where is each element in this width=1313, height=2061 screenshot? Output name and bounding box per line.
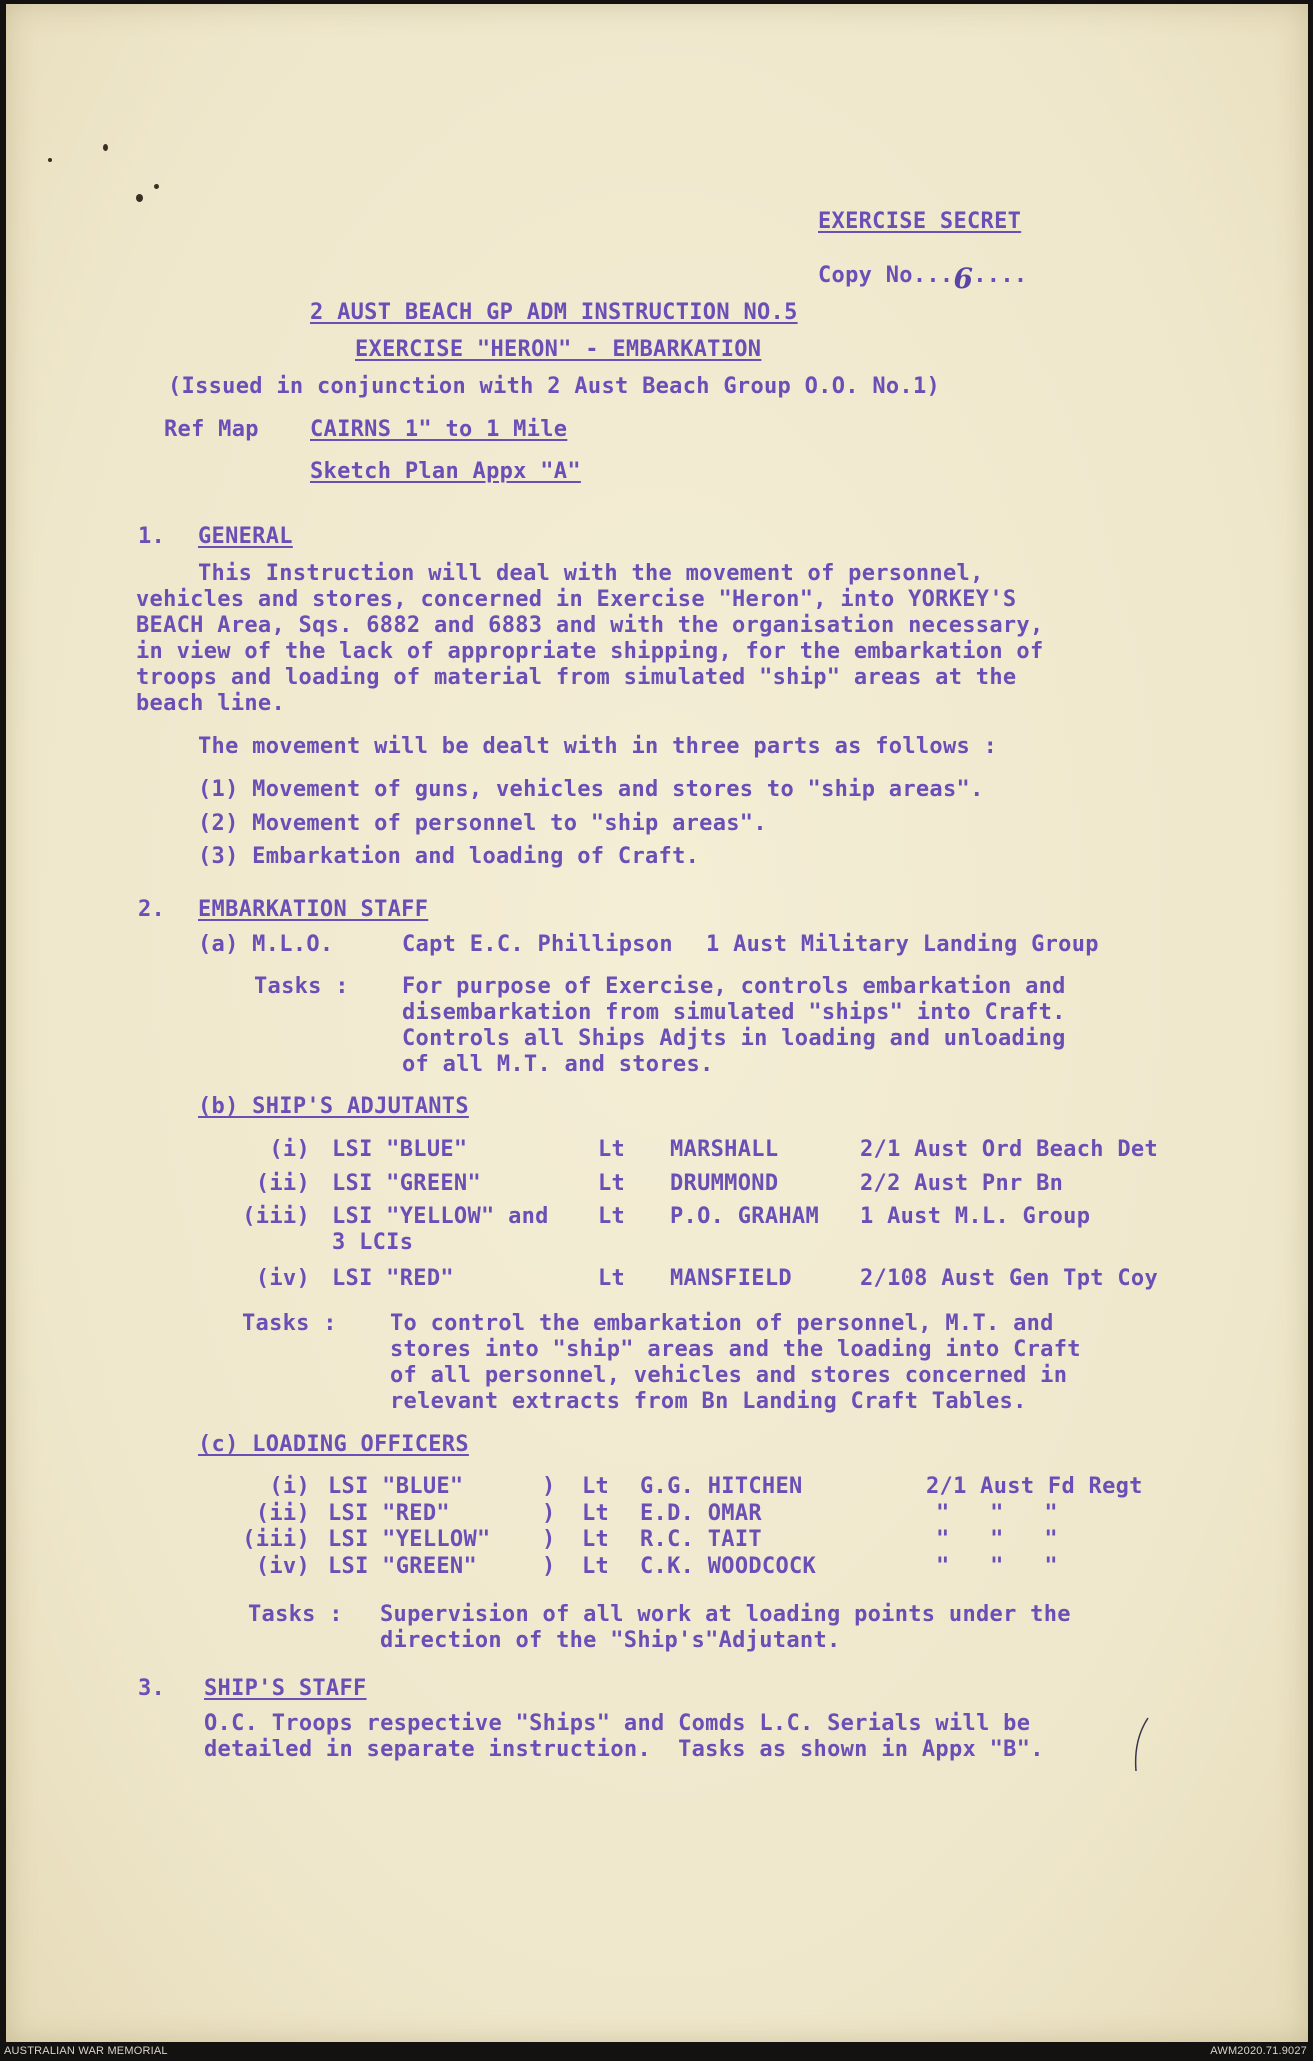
paragraph-line: O.C. Troops respective "Ships" and Comds L.C. Serials will be — [204, 1711, 1031, 1736]
document-page — [6, 4, 1308, 2042]
paragraph-line: BEACH Area, Sqs. 6882 and 6883 and with the organisation necessary, — [136, 613, 1044, 638]
loading-row-bracket: ) — [542, 1474, 556, 1499]
adjutant-row-ship: LSI "BLUE" — [332, 1137, 468, 1162]
loading-row-bracket: ) — [542, 1554, 556, 1579]
adjutant-row-ship: LSI "GREEN" — [332, 1171, 481, 1196]
loading-row-bracket: ) — [542, 1527, 556, 1552]
footer-right: AWM2020.71.9027 — [1210, 2045, 1307, 2057]
loading-row-num: (iv) — [255, 1554, 310, 1579]
adjutant-row-num: (i) — [269, 1137, 310, 1162]
mlo-tasks-label: Tasks : — [254, 974, 349, 999]
paragraph-line: beach line. — [136, 691, 285, 716]
section-1-number: 1. — [138, 524, 166, 549]
loading-row-num: (iii) — [242, 1527, 310, 1552]
section-3-number: 3. — [138, 1676, 166, 1701]
ship-adjutants-heading: (b) SHIP'S ADJUTANTS — [198, 1094, 469, 1119]
mlo-label: (a) M.L.O. — [198, 932, 334, 957]
adjutant-row-rank: Lt — [598, 1266, 626, 1291]
adjutants-tasks — [390, 1311, 1081, 1415]
paragraph-line: in view of the lack of appropriate shipping, for the embarkation of — [136, 639, 1044, 664]
instruction-title: 2 AUST BEACH GP ADM INSTRUCTION NO.5 — [310, 300, 798, 325]
loading-row-unit: " " " — [936, 1554, 1058, 1579]
adjutant-row-unit: 1 Aust M.L. Group — [860, 1204, 1091, 1229]
tasks-line: stores into "ship" areas and the loading into Craft — [390, 1337, 1081, 1362]
adjutant-row-ship: LSI "YELLOW" and — [332, 1204, 549, 1229]
paragraph-line: This Instruction will deal with the movement of personnel, — [198, 561, 984, 586]
paragraph-line: troops and loading of material from simulated "ship" areas at the — [136, 665, 1017, 690]
tasks-line: Controls all Ships Adjts in loading and unloading — [402, 1026, 1066, 1051]
adjutant-row-unit: 2/2 Aust Pnr Bn — [860, 1171, 1064, 1196]
section-1-heading: GENERAL — [198, 524, 293, 549]
adjutant-row-unit: 2/108 Aust Gen Tpt Coy — [860, 1266, 1158, 1291]
exercise-title: EXERCISE "HERON" - EMBARKATION — [355, 337, 762, 362]
adjutant-row-rank: Lt — [598, 1204, 626, 1229]
loading-row-num: (ii) — [255, 1501, 310, 1526]
loading-row-ship: LSI "GREEN" — [328, 1554, 477, 1579]
mlo-tasks — [402, 974, 1066, 1078]
refmap-label: Ref Map — [164, 417, 259, 442]
copy-tail: .... — [973, 263, 1028, 288]
adjutant-row-num: (iii) — [242, 1204, 310, 1229]
section-3-paragraph — [204, 1711, 1044, 1763]
loading-row-name: G.G. HITCHEN — [640, 1474, 803, 1499]
refmap-sketch: Sketch Plan Appx "A" — [310, 459, 581, 484]
stain-mark — [48, 158, 52, 162]
loading-row-name: C.K. WOODCOCK — [640, 1554, 817, 1579]
loading-row-unit: " " " — [936, 1527, 1058, 1552]
loading-row-ship: LSI "YELLOW" — [328, 1527, 491, 1552]
classification-label: EXERCISE SECRET — [818, 209, 1022, 234]
section-1-paragraph — [136, 561, 1044, 717]
section-2-number: 2. — [138, 897, 166, 922]
tasks-line: To control the embarkation of personnel, M.T. and — [390, 1311, 1054, 1336]
adjutant-row-name: P.O. GRAHAM — [670, 1204, 819, 1229]
tasks-line: Supervision of all work at loading points under the — [380, 1602, 1071, 1627]
mlo-person: Capt E.C. Phillipson — [402, 932, 673, 957]
loading-row-bracket: ) — [542, 1501, 556, 1526]
section-1-item: (2) Movement of personnel to "ship areas". — [198, 811, 767, 836]
adjutant-row-rank: Lt — [598, 1137, 626, 1162]
loading-row-rank: Lt — [582, 1554, 610, 1579]
section-1-item: (1) Movement of guns, vehicles and stores to "ship areas". — [198, 777, 984, 802]
loading-row-name: R.C. TAIT — [640, 1527, 762, 1552]
adjutant-row-name: MANSFIELD — [670, 1266, 792, 1291]
loading-tasks — [380, 1602, 1071, 1654]
issued-note: (Issued in conjunction with 2 Aust Beach Group O.O. No.1) — [168, 374, 941, 399]
copy-number-handwritten: 6 — [953, 262, 974, 295]
tasks-line: For purpose of Exercise, controls embarkation and — [402, 974, 1066, 999]
section-2-heading: EMBARKATION STAFF — [198, 897, 429, 922]
stain-mark — [103, 144, 108, 151]
adjutant-row-num: (ii) — [255, 1171, 310, 1196]
loading-row-unit: 2/1 Aust Fd Regt — [926, 1474, 1143, 1499]
loading-row-unit: " " " — [936, 1501, 1058, 1526]
loading-row-ship: LSI "BLUE" — [328, 1474, 464, 1499]
adjutant-row-name: DRUMMOND — [670, 1171, 779, 1196]
pencil-stroke — [1126, 1716, 1156, 1776]
stain-mark — [136, 194, 143, 202]
tasks-line: of all personnel, vehicles and stores concerned in — [390, 1363, 1068, 1388]
section-3-heading: SHIP'S STAFF — [204, 1676, 367, 1701]
loading-row-rank: Lt — [582, 1501, 610, 1526]
tasks-line: of all M.T. and stores. — [402, 1052, 714, 1077]
section-1-item: (3) Embarkation and loading of Craft. — [198, 844, 700, 869]
loading-row-rank: Lt — [582, 1527, 610, 1552]
section-1-intro: The movement will be dealt with in three parts as follows : — [198, 734, 998, 759]
loading-row-name: E.D. OMAR — [640, 1501, 762, 1526]
loading-officers-heading: (c) LOADING OFFICERS — [198, 1432, 469, 1457]
paragraph-line: vehicles and stores, concerned in Exercise "Heron", into YORKEY'S — [136, 587, 1017, 612]
loading-row-rank: Lt — [582, 1474, 610, 1499]
adjutant-row-rank: Lt — [598, 1171, 626, 1196]
mlo-unit: 1 Aust Military Landing Group — [706, 932, 1099, 957]
refmap-map: CAIRNS 1" to 1 Mile — [310, 417, 568, 442]
tasks-line: direction of the "Ship's"Adjutant. — [380, 1628, 841, 1653]
tasks-line: relevant extracts from Bn Landing Craft Tables. — [390, 1389, 1027, 1414]
adjutant-row-unit: 2/1 Aust Ord Beach Det — [860, 1137, 1158, 1162]
adjutant-row-ship-line2: 3 LCIs — [332, 1230, 414, 1255]
copy-label: Copy No... — [818, 263, 954, 288]
adjutants-tasks-label: Tasks : — [242, 1311, 337, 1336]
stain-mark — [154, 184, 159, 189]
adjutant-row-num: (iv) — [255, 1266, 310, 1291]
loading-row-num: (i) — [269, 1474, 310, 1499]
footer-left: AUSTRALIAN WAR MEMORIAL — [4, 2045, 168, 2057]
tasks-line: disembarkation from simulated "ships" into Craft. — [402, 1000, 1066, 1025]
paragraph-line: detailed in separate instruction. Tasks as shown in Appx "B". — [204, 1737, 1044, 1762]
adjutant-row-ship: LSI "RED" — [332, 1266, 454, 1291]
loading-tasks-label: Tasks : — [248, 1602, 343, 1627]
adjutant-row-name: MARSHALL — [670, 1137, 779, 1162]
copy-number — [818, 260, 1028, 295]
loading-row-ship: LSI "RED" — [328, 1501, 450, 1526]
